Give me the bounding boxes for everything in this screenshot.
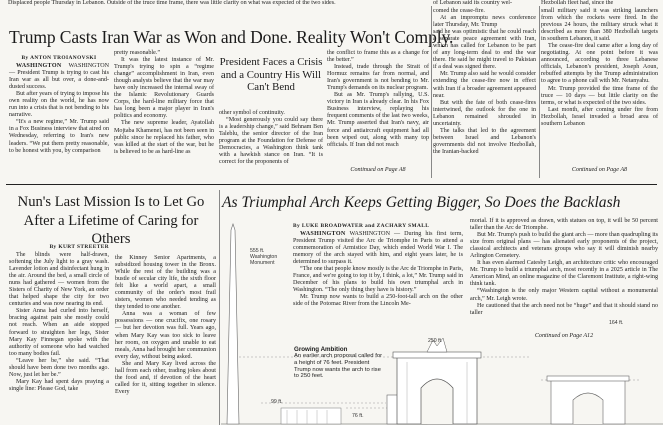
lebanon-col-p2: Mr. Trump also said he would consider extending the cease-fire now in effect with Iran if a broader agreement appeared near.	[433, 71, 536, 99]
nun-col1-p4: Mary Kay had spent days praying a single line: Please God, take	[9, 378, 109, 392]
lebanon-col-p4: The talks that led to the agreement between Israel and Lebanon's governments did not involve Hezbollah, the Iranian-backed	[433, 127, 536, 155]
lebanon-right-p3: Last month, after coming under fire from Hezbollah, Israel invaded a broad area of southern Lebanon	[541, 106, 658, 127]
nun-byline: By KURT STREETER	[49, 244, 109, 250]
lebanon-right-p2: Mr. Trump provided the time frame of the truce — 10 days — but little clarity on the terms, or what is expected of the two sides.	[541, 85, 658, 106]
iran-col-4	[327, 50, 429, 176]
graphic-title: Growing Ambition	[294, 346, 348, 353]
lebanon-col-p1: said he was optimistic that he could reach a separate peace agreement with Iran, which has called for Lebanon to be part of any long-term deal to end the war there. He said he might travel to Pakistan if a deal was signed there.	[433, 29, 536, 71]
column-rule	[431, 6, 432, 178]
iran-col2-p1: pretty reasonable.”	[114, 50, 161, 56]
lebanon-right-col	[541, 8, 658, 176]
lincoln-memorial-shape	[281, 408, 341, 424]
arch-col1-p1: WASHINGTON — During his first term, President Trump visited the Arc de Triomphe in Paris to attend a commemoration of Armistice Day, which ended World War I. The memory of the arch stayed with him, and eight years later, he is determined to surpass it.	[293, 231, 463, 266]
monument-label: 555 ft. Washington Monument	[250, 248, 278, 266]
iran-col3-p2: “Most generously you could say there is a leadership change,” said Behnam Ben Taleblu, the senior director of the Iran program at the Foundation for Defense of Democracies, a Washington think tank with a hawkish stance on Iran. “It is correct for the proponents of	[219, 117, 323, 166]
iran-col1-p3: “It's a new regime,” Mr. Trump said in a Fox Business interview that aired on Wednesday, referring to Iran's new leaders. “We put them pretty reasonable, to be honest with you, by comparison	[9, 119, 109, 154]
iran-col4-p1: the conflict to frame this as a change for the better.”	[327, 50, 429, 64]
arch-byline: By LUKE BROADWATER and ZACHARY SMALL	[293, 223, 430, 229]
graphic-text: An earlier arch proposal called for a height of 76 feet. President Trump now wants the arch to rise to 250 feet.	[294, 353, 383, 380]
arch-col2-p5: He cautioned that the arch need not be “huge” and that it should stand no taller	[470, 302, 658, 316]
lebanon-right-p1: The cease-fire deal came after a long day of negotiating. At one point before it was announced, according to three Lebanese officials, Lebanon's president, Joseph Aoun, rebuffed attempts by the Trump administration to agree to a phone call with Mr. Netanyahu.	[541, 43, 658, 85]
arch-col1-p2: “The one that people know mostly is the Arc de Triomphe in Paris, France, and we're going to top it by, I think, a lot,” Mr. Trump said in December of his plans to build his own triumphal arch in Washington. “The only thing they have is history.”	[293, 266, 463, 294]
label-76: 76 ft.	[352, 413, 364, 419]
nun-col2-p1: the Kinney Senior Apartments, a subsidized housing tower in the Bronx. While the rest of the building was a bustle of secular city life, the sixth floor felt like a world apart, a small community of the order's most frail sisters, women who needed tending as they tended to one another.	[115, 255, 216, 311]
sidebar-headline[interactable]: President Faces a Crisis and a Country His Will Can't Bend	[219, 56, 323, 94]
lebanon-right-lead: small military said it was striking launchers from which the rockets were fired. In the previous 24 hours, the military struck what it described as more than 380 Hezbollah targets in southern Lebanon, it said.	[541, 8, 658, 43]
iran-continued-link[interactable]: Continued on Page A8	[350, 167, 406, 173]
lebanon-right-top: Hezbollah fleet had, since the	[541, 0, 614, 6]
arch-col-1	[293, 222, 463, 308]
graphic-caption	[294, 346, 386, 380]
label-250: 250 ft.	[428, 338, 443, 344]
label-164: 164 ft.	[609, 320, 624, 326]
lebanon-col-lead2: At an impromptu news conference later Thursday, Mr. Trump	[433, 15, 536, 29]
nun-col2-p2: Anna was a woman of few possessions — one crucifix, one rosary — but her devotion was full. Years ago, when Mary Kay was too sick to leave her room, on oxygen and unable to eat meals, Anna had brought her communion every day, without being asked.	[115, 311, 216, 360]
nun-col1-p2: Sister Anna had curled into herself, bracing against pain she mostly could not reach. When an aide stopped forward to straighten her legs, Sister Mary Kay Finnegan spoke with the authority of someone who had watched too many bodies fail.	[9, 308, 109, 357]
nun-col2-p3: She and Mary Kay lived across the hall from each other, trading jokes about the food and, if devotion of the heart called for it, sitting together in silence. Every	[115, 360, 216, 395]
arch-headline[interactable]: As Triumphal Arch Keeps Getting Bigger, So Does the Backlash	[222, 194, 621, 211]
nun-headline[interactable]: Nun's Last Mission Is to Let Go After a Lifetime of Caring for Others	[17, 194, 205, 247]
iran-col3-p1: other symbol of continuity.	[219, 110, 285, 116]
iran-col2-p3: The new supreme leader, Ayatollah Mojtaba Khamenei, has not been seen in public since he replaced his father, who was killed at the start of the war, but he is believed to be as hard-line as	[114, 120, 214, 155]
arch-col2-p3: It has even alarmed Catesby Leigh, an architecture critic who encouraged Mr. Trump to build a triumphal arch, most recently in a 2025 article in The American Mind, an online magazine of the Claremont Institute, a right-wing think tank.	[470, 260, 658, 288]
arch-continued-link[interactable]: Continued on Page A12	[534, 333, 594, 339]
dateline: WASHINGTON	[300, 231, 346, 237]
iran-col4-p3: But as Mr. Trump's rallying, U.S. victory in Iran is already clear. In his Fox Business interview, replaying his frequent comments of the last two weeks, Mr. Trump asserted that Iran's navy, air force and antiaircraft equipment had all been wiped out, along with many top officials. If Iran did not reach	[327, 92, 429, 148]
label-99: 99 ft.	[271, 399, 283, 405]
lebanon-col	[433, 8, 536, 174]
iran-col-3	[219, 110, 323, 174]
iran-col-2	[114, 50, 214, 174]
arch-col2-p2: But Mr. Trump's push to build the giant arch — more than quadrupling its size from original plans — has alienated early proponents of the project, classical architects and veterans groups who say it will diminish nearby Arlington Cemetery.	[470, 232, 658, 260]
nun-col-1	[9, 243, 109, 425]
iran-col1-p2: But after years of trying to impose his own reality on the world, he has now run into a crisis that is not bending to his narrative.	[9, 91, 109, 119]
section-rule	[6, 184, 657, 185]
photo-caption: Displaced people Thursday in Lebanon. Outside of the truce time frame, there was little clarity on what was expected of the two sides.	[8, 0, 336, 6]
lebanon-col-p3: But with the fate of both cease-fires intertwined, the outlook for the one in Lebanon remained shrouded in uncertainty.	[433, 99, 536, 127]
column-rule	[219, 190, 220, 425]
nun-col-2	[115, 255, 216, 425]
arch-col1-p3: Mr. Trump now wants to build a 250-foot-tall arch on the other side of the Potomac River from the Lincoln Me-	[293, 294, 463, 308]
arch-col2-p4: “Washington is the only major Western capital without a monumental arch,” Mr. Leigh wrote.	[470, 288, 658, 302]
iran-col-1	[9, 54, 109, 174]
trump-arch-shape	[393, 338, 481, 424]
washington-monument-shape	[227, 224, 239, 424]
iran-col1-p1: WASHINGTON — President Trump is trying to cast his Iran war as all but over, a done-and-dusted success.	[9, 63, 109, 91]
iran-byline: By ANTON TROIANOVSKI	[21, 55, 97, 61]
nun-col1-p1: The blinds were half-drawn, softening the July light to a gray wash. Lavender lotion and disinfectant hung in the air. Around the bed, a small circle of nuns had gathered — women from the Sisters of Charity of New York, an order that helped shape the city for two centuries and was now nearing its end.	[9, 252, 109, 308]
lebanon-text-top: of Lebanon said its country wel-	[433, 0, 513, 6]
arch-illustration	[221, 300, 663, 425]
arc-de-triomphe-shape	[547, 376, 629, 424]
nun-col1-p3: “Leave her be,” she said. “That should have been done two months ago. Now, just let her be.”	[9, 357, 109, 378]
iran-col2-p2: It was the latest instance of Mr. Trump's trying to spin a “regime change” accomplishment in Iran, even though analysts believe that the war may have only increased the internal sway of the Islamic Revolutionary Guards Corps, the hard-line military force that has long been a major player in Iran's politics and economy.	[114, 57, 214, 120]
arch-col2-p1: morial. If it is approved as drawn, with statues on top, it will be 50 percent taller than the Arc de Triomphe.	[470, 218, 658, 232]
lebanon-continued-link[interactable]: Continued on Page A8	[571, 167, 628, 173]
dateline: WASHINGTON	[16, 63, 62, 69]
lebanon-col-lead1: comed the cease-fire.	[433, 8, 485, 14]
column-rule	[539, 6, 540, 178]
iran-col4-p2: Instead, trade through the Strait of Hormuz remains far from normal, and Iran's government is not bending to Mr. Trump's demands on its nuclear program.	[327, 64, 429, 92]
iran-headline[interactable]: Trump Casts Iran War as Won and Done. Reality Won't Comply.	[9, 27, 454, 47]
